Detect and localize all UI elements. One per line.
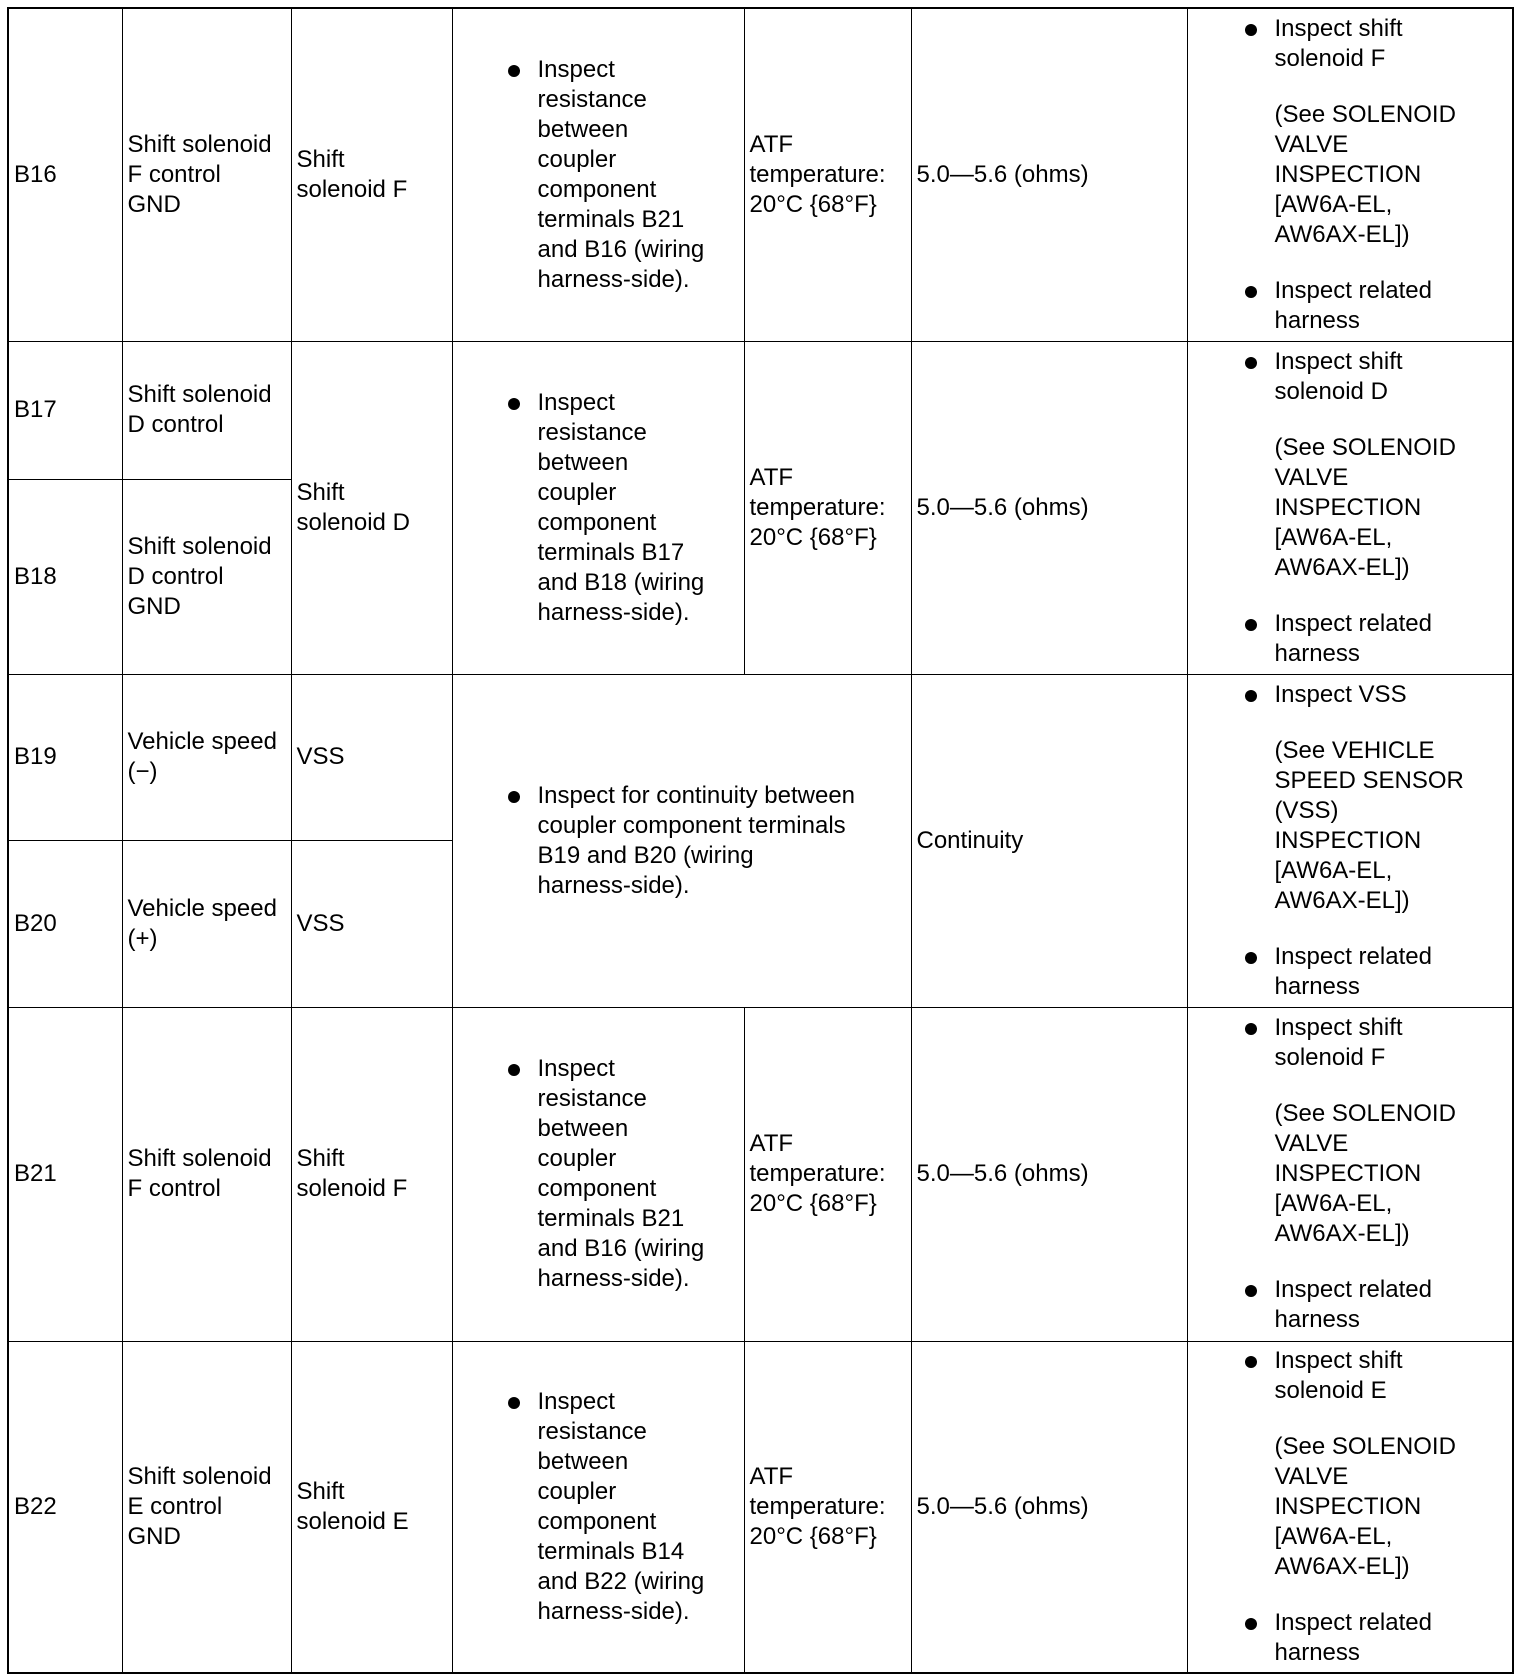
terminal-label: B21 (14, 1160, 57, 1187)
table-row (8, 341, 1513, 479)
action-bullet-inspect (1193, 1346, 1509, 1582)
table-row (8, 674, 1513, 840)
test-item-bullet: Inspect resistance between coupler component terminals B14 and B22 (wiring harness-side). (458, 1387, 740, 1627)
signal-label: Shift solenoid F control (127, 1145, 272, 1202)
connected-to-label: Shift solenoid F (296, 1145, 408, 1202)
terminal-cell (8, 1007, 122, 1341)
spec-cell (911, 674, 1187, 1007)
connected-to-cell (291, 8, 452, 341)
action-bullet-inspect (1193, 1013, 1509, 1249)
action-reference: (See SOLENOID VALVE INSPECTION [AW6A-EL, AW6AX-EL]) (1274, 1100, 1456, 1247)
condition-label: ATF temperature: 20°C {68°F} (749, 130, 886, 218)
test-item-cell (452, 1341, 744, 1673)
terminal-label: B16 (14, 160, 57, 188)
connected-to-label: Shift solenoid E (296, 1477, 409, 1535)
spec-value: 5.0—5.6 (ohms) (916, 160, 1089, 188)
condition-label: ATF temperature: 20°C {68°F} (749, 1462, 886, 1550)
terminal-cell (8, 674, 122, 840)
signal-label: Shift solenoid D control (127, 381, 272, 438)
action-bullet-harness: Inspect related harness (1193, 942, 1509, 1002)
connected-to-label: VSS (296, 909, 345, 937)
test-item-bullet: Inspect resistance between coupler component terminals B17 and B18 (wiring harness-side). (458, 388, 740, 628)
connected-to-cell (291, 341, 452, 674)
condition-cell (744, 1341, 911, 1673)
signal-label: Vehicle speed (−) (127, 728, 277, 785)
action-reference: (See SOLENOID VALVE INSPECTION [AW6A-EL, AW6AX-EL]) (1274, 100, 1456, 248)
signal-cell (122, 840, 291, 1007)
signal-cell (122, 1007, 291, 1341)
spec-value: 5.0—5.6 (ohms) (916, 1492, 1089, 1520)
connected-to-label: VSS (296, 743, 345, 770)
connected-to-label: Shift solenoid D (296, 478, 410, 536)
terminal-cell (8, 8, 122, 341)
connected-to-cell (291, 1341, 452, 1673)
condition-label: ATF temperature: 20°C {68°F} (749, 1130, 886, 1217)
terminal-label: B17 (14, 396, 57, 423)
table-row (8, 8, 1513, 341)
terminal-cell (8, 341, 122, 479)
signal-cell (122, 341, 291, 479)
connected-to-cell (291, 1007, 452, 1341)
action-cell (1187, 341, 1513, 674)
action-cell (1187, 1007, 1513, 1341)
signal-cell (122, 674, 291, 840)
action-text: Inspect shift solenoid F (1274, 1014, 1403, 1071)
action-reference: (See SOLENOID VALVE INSPECTION [AW6A-EL, AW6AX-EL]) (1274, 1432, 1456, 1580)
action-bullet-inspect (1193, 14, 1509, 250)
action-text: Inspect shift solenoid D (1274, 347, 1403, 405)
terminal-cell (8, 479, 122, 674)
signal-cell (122, 8, 291, 341)
test-item-cell (452, 1007, 744, 1341)
test-item-bullet: Inspect resistance between coupler component terminals B21 and B16 (wiring harness-side). (458, 1054, 740, 1294)
spec-cell (911, 1007, 1187, 1341)
spec-cell (911, 341, 1187, 674)
connected-to-cell (291, 674, 452, 840)
signal-cell (122, 1341, 291, 1673)
terminal-label: B22 (14, 1492, 57, 1520)
condition-cell (744, 1007, 911, 1341)
test-item-cell (452, 341, 744, 674)
action-text: Inspect shift solenoid E (1274, 1346, 1403, 1404)
connected-to-cell (291, 840, 452, 1007)
terminal-cell (8, 1341, 122, 1673)
terminal-cell (8, 840, 122, 1007)
action-bullet-inspect (1193, 680, 1509, 916)
action-bullet-harness: Inspect related harness (1193, 276, 1509, 336)
action-bullet-inspect (1193, 347, 1509, 583)
connected-to-label: Shift solenoid F (296, 145, 408, 203)
action-text: Inspect VSS (1274, 680, 1407, 708)
signal-cell (122, 479, 291, 674)
condition-cell (744, 8, 911, 341)
test-item-bullet: Inspect resistance between coupler component terminals B21 and B16 (wiring harness-side). (458, 55, 740, 295)
test-item-cell (452, 8, 744, 341)
action-cell (1187, 1341, 1513, 1673)
action-cell (1187, 674, 1513, 1007)
spec-cell (911, 8, 1187, 341)
test-item-bullet: Inspect for continuity between coupler component terminals B19 and B20 (wiring harness-side). (458, 781, 907, 901)
spec-value: 5.0—5.6 (ohms) (916, 1160, 1089, 1187)
spec-cell (911, 1341, 1187, 1673)
terminal-inspection-table (7, 7, 1514, 1674)
terminal-label: B19 (14, 743, 57, 770)
action-bullet-harness: Inspect related harness (1193, 1608, 1509, 1668)
action-bullet-harness: Inspect related harness (1193, 609, 1509, 669)
action-cell (1187, 8, 1513, 341)
signal-label: Shift solenoid D control GND (127, 532, 272, 620)
signal-label: Shift solenoid E control GND (127, 1462, 272, 1550)
test-item-cell (452, 674, 911, 1007)
action-bullet-harness: Inspect related harness (1193, 1275, 1509, 1335)
signal-label: Shift solenoid F control GND (127, 130, 272, 218)
table-row (8, 1341, 1513, 1673)
signal-label: Vehicle speed (+) (127, 894, 277, 952)
action-text: Inspect shift solenoid F (1274, 14, 1403, 72)
action-reference: (See SOLENOID VALVE INSPECTION [AW6A-EL, AW6AX-EL]) (1274, 433, 1456, 581)
action-reference: (See VEHICLE SPEED SENSOR (VSS) INSPECTION [AW6A-EL, AW6AX-EL]) (1274, 736, 1464, 914)
condition-cell (744, 341, 911, 674)
table-row (8, 1007, 1513, 1341)
terminal-label: B18 (14, 562, 57, 590)
spec-value: Continuity (916, 826, 1024, 854)
condition-label: ATF temperature: 20°C {68°F} (749, 463, 886, 551)
spec-value: 5.0—5.6 (ohms) (916, 493, 1089, 521)
terminal-label: B20 (14, 909, 57, 937)
